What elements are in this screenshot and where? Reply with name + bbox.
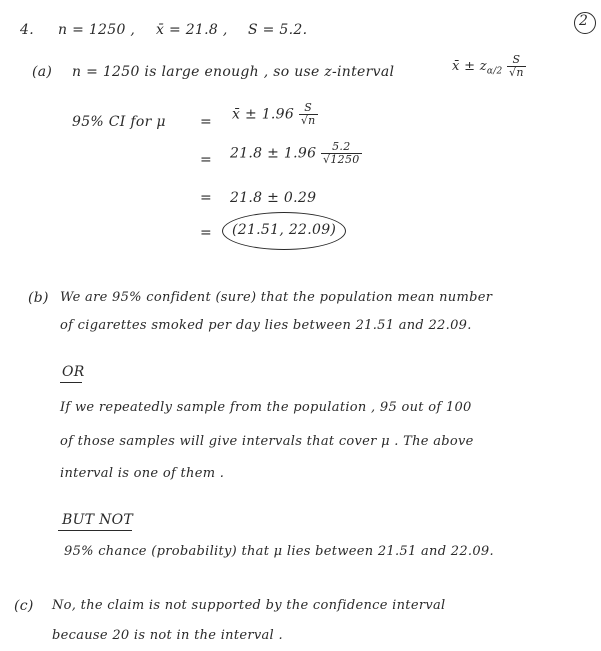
step2-lhs: 21.8 ± 1.96 — [230, 145, 317, 162]
eq-4: = — [200, 225, 213, 241]
step1 — [232, 102, 318, 127]
given-n: n = 1250 , — [58, 22, 136, 38]
part-b-line1: We are 95% confident (sure) that the population mean number — [60, 290, 493, 305]
step1-lhs: x̄ ± 1.96 — [232, 106, 295, 123]
eq-3: = — [200, 190, 213, 206]
step3: 21.8 ± 0.29 — [230, 190, 317, 206]
step2 — [230, 141, 362, 166]
or-label: OR — [62, 364, 85, 380]
question-number: 4. — [20, 22, 34, 38]
part-a-formula — [452, 54, 526, 79]
or-line2: of those samples will give intervals that cover μ . The above — [60, 434, 474, 449]
or-line3: interval is one of them . — [60, 466, 225, 481]
but-not-underline — [58, 530, 132, 531]
formula-den: √n — [509, 66, 524, 79]
part-a-text: n = 1250 is large enough , so use z-interval — [72, 64, 395, 80]
part-c-line1: No, the claim is not supported by the confidence interval — [52, 598, 446, 613]
step2-fraction — [321, 141, 362, 166]
or-underline — [60, 382, 82, 383]
ci-label: 95% CI for μ — [72, 114, 166, 130]
part-b-line2: of cigarettes smoked per day lies between 21.51 and 22.09. — [60, 318, 472, 333]
part-c-line2: because 20 is not in the interval . — [52, 628, 283, 643]
formula-lhs: x̄ ± z — [452, 59, 487, 74]
part-a-label: (a) — [32, 64, 53, 80]
step1-fraction — [299, 102, 318, 127]
part-c-label: (c) — [14, 598, 34, 614]
page-number: 2 — [579, 13, 589, 29]
step1-den: √n — [300, 114, 316, 127]
eq-2: = — [200, 152, 213, 168]
step1-num: S — [304, 101, 313, 114]
formula-num: S — [512, 53, 521, 66]
but-not-line: 95% chance (probability) that μ lies between 21.51 and 22.09. — [64, 544, 494, 559]
given-s: S = 5.2. — [248, 22, 308, 38]
but-not-label: BUT NOT — [62, 512, 134, 528]
eq-1: = — [200, 114, 213, 130]
given-xbar: x̄ = 21.8 , — [156, 22, 228, 38]
part-b-label: (b) — [28, 290, 49, 306]
step2-den: √1250 — [323, 153, 360, 166]
step2-num: 5.2 — [332, 140, 351, 153]
or-line1: If we repeatedly sample from the population , 95 out of 100 — [60, 400, 472, 415]
formula-fraction — [507, 54, 526, 79]
final-interval: (21.51, 22.09) — [232, 222, 337, 238]
formula-sub: α/2 — [486, 66, 503, 77]
